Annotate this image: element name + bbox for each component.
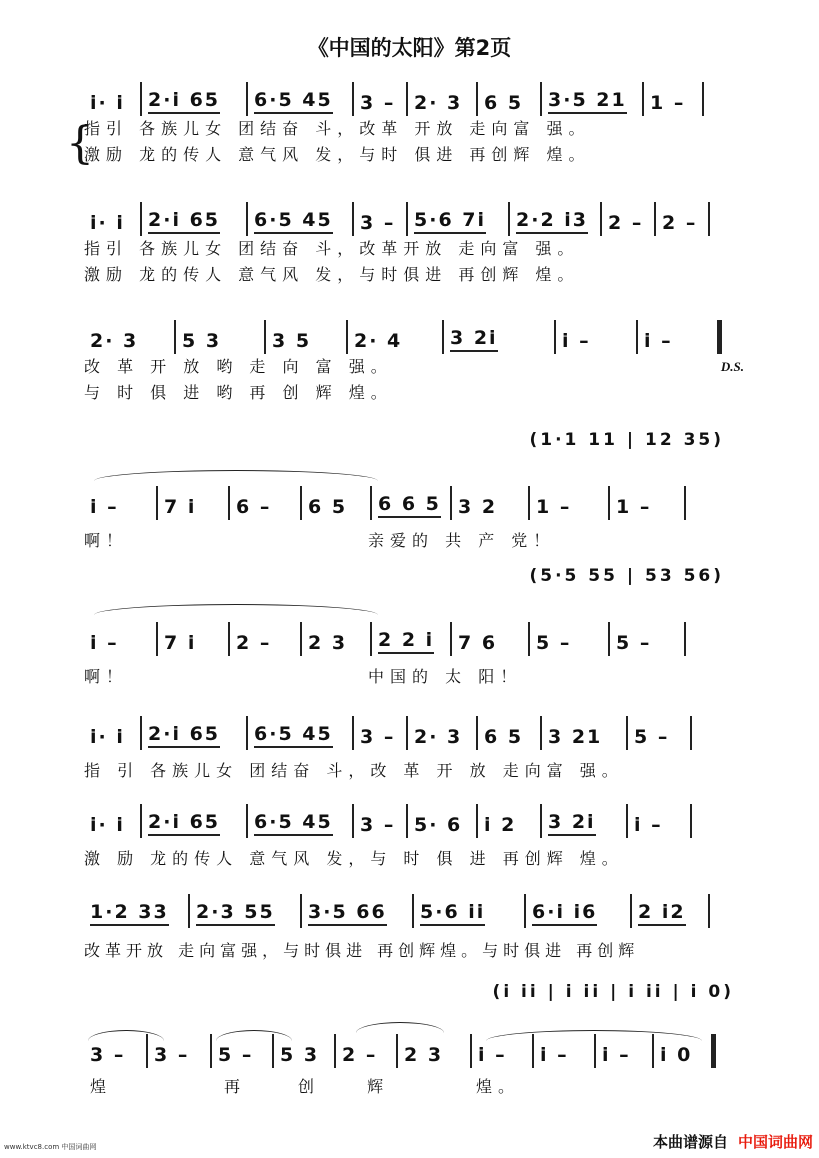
measure — [176, 316, 264, 354]
notes-row — [84, 800, 744, 838]
notes: 6 – — [236, 496, 272, 518]
notes-row — [84, 618, 744, 656]
measure — [158, 482, 228, 520]
measure — [266, 316, 346, 354]
footer-source — [653, 1131, 813, 1152]
measure — [302, 618, 370, 656]
notes-row — [84, 316, 744, 354]
measure — [248, 198, 352, 236]
measure — [230, 482, 300, 520]
lyric-line: 改革开放 走向富强，与时俱进 再创辉煌。与时俱进 再创辉 — [84, 941, 640, 960]
notes: i 0 — [660, 1044, 693, 1066]
notes: i – — [602, 1044, 631, 1066]
notes: 2 i2 — [638, 901, 686, 926]
lyric-line: 再 — [224, 1077, 247, 1096]
measure — [354, 800, 406, 838]
notes: 6 5 — [484, 726, 524, 748]
measure — [84, 890, 188, 928]
notes: 2 2 i — [378, 629, 434, 654]
notes: 3 – — [90, 1044, 126, 1066]
measure — [248, 712, 352, 750]
notes: 1·2 33 — [90, 901, 169, 926]
barline — [708, 894, 710, 928]
score-system-8 — [84, 890, 744, 964]
lyric-line: 指引 各族儿女 团结奋 斗，改革开放 走向富 强。 — [84, 239, 580, 258]
barline — [708, 202, 710, 236]
score-system-7 — [84, 800, 744, 872]
measure — [142, 712, 246, 750]
repeat-barline — [717, 320, 722, 354]
notes: i· i — [90, 814, 125, 836]
notes: 5 – — [536, 632, 572, 654]
notes-row — [84, 78, 744, 116]
notes: i – — [90, 496, 119, 518]
dal-segno-mark: D.S. — [720, 359, 744, 374]
notes: 2 3 — [404, 1044, 444, 1066]
measure — [408, 198, 508, 236]
measure — [372, 618, 450, 656]
notes: 2·3 55 — [196, 901, 275, 926]
notes: 3 21 — [548, 726, 603, 748]
measure — [644, 78, 702, 116]
notes-row — [84, 712, 744, 750]
notes: i – — [478, 1044, 507, 1066]
measure — [354, 198, 406, 236]
measure — [530, 618, 608, 656]
notes: 5 3 — [182, 330, 222, 352]
measure — [610, 482, 684, 520]
lyric-line: 中国的 太 阳！ — [368, 667, 523, 686]
score-system-3 — [84, 316, 744, 406]
measure — [142, 800, 246, 838]
measure — [248, 800, 352, 838]
measure — [142, 78, 246, 116]
notes: 2·i 65 — [148, 209, 220, 234]
measure — [84, 800, 140, 838]
measure — [628, 800, 690, 838]
lyric-line: 啊！ — [84, 667, 129, 686]
notes: i – — [634, 814, 663, 836]
lyric-line: 煌 — [90, 1077, 113, 1096]
notes: 7 6 — [458, 632, 498, 654]
instrumental-prelude: (i ii | i ii | i ii | i 0) — [492, 982, 734, 1002]
measure — [510, 198, 600, 236]
notes: 5 3 — [280, 1044, 320, 1066]
measure — [84, 78, 140, 116]
measure — [452, 618, 528, 656]
notes: 3 – — [360, 726, 396, 748]
measure — [302, 890, 412, 928]
lyric-line: 激 励 龙的传人 意气风 发，与 时 俱 进 再创辉 煌。 — [84, 849, 624, 868]
measure — [230, 618, 300, 656]
measure — [556, 316, 636, 354]
measure — [478, 800, 540, 838]
lyric-line: 指 引 各族儿女 团结奋 斗，改 革 开 放 走向富 强。 — [84, 761, 624, 780]
notes: 2·i 65 — [148, 811, 220, 836]
notes: 5 – — [634, 726, 670, 748]
notes: i· i — [90, 212, 125, 234]
notes: 6·5 45 — [254, 89, 333, 114]
measure — [84, 482, 156, 520]
notes: i – — [562, 330, 591, 352]
notes: 7 i — [164, 632, 197, 654]
measure — [354, 712, 406, 750]
notes: 3 – — [154, 1044, 190, 1066]
notes: 2·i 65 — [148, 723, 220, 748]
page-title: 《中国的太阳》第2页 — [307, 36, 512, 60]
notes: 2· 4 — [354, 330, 403, 352]
notes: 6·5 45 — [254, 723, 333, 748]
final-barline — [711, 1034, 716, 1068]
measure — [84, 316, 174, 354]
measure — [444, 316, 554, 354]
measure — [408, 800, 476, 838]
notes: 6·5 45 — [254, 811, 333, 836]
notes: 2 – — [342, 1044, 378, 1066]
measure — [84, 618, 156, 656]
notes: 3 – — [360, 92, 396, 114]
source-label: 本曲谱源自 — [652, 1133, 728, 1151]
score-system-5 — [84, 566, 744, 690]
notes: 1 – — [616, 496, 652, 518]
notes: 6 5 — [308, 496, 348, 518]
measure — [354, 78, 406, 116]
notes: 2· 3 — [414, 92, 463, 114]
notes: 3 5 — [272, 330, 312, 352]
notes: 3 – — [360, 814, 396, 836]
lyric-line: 指引 各族儿女 团结奋 斗，改革 开放 走向富 强。 — [84, 119, 591, 138]
barline — [702, 82, 704, 116]
notes: 5·6 7i — [414, 209, 486, 234]
measure — [190, 890, 300, 928]
notes: 6 6 5 — [378, 493, 441, 518]
lyric-line: 煌。 — [476, 1077, 521, 1096]
barline — [684, 486, 686, 520]
notes: 7 i — [164, 496, 197, 518]
lyric-line: 啊！ — [84, 531, 129, 550]
notes: 5 – — [616, 632, 652, 654]
lyric-line: 激励 龙的传人 意气风 发，与时 俱进 再创辉 煌。 — [84, 145, 591, 164]
measure — [452, 482, 528, 520]
notes: i· i — [90, 92, 125, 114]
notes: 3 2 — [458, 496, 498, 518]
measure — [408, 78, 476, 116]
measure — [302, 482, 370, 520]
barline — [684, 622, 686, 656]
notes: 2·2 i3 — [516, 209, 588, 234]
score-system-9 — [84, 982, 744, 1104]
measure — [84, 198, 140, 236]
measure — [526, 890, 630, 928]
brand-link[interactable]: 中国词曲网 — [737, 1133, 813, 1151]
notes: 2·i 65 — [148, 89, 220, 114]
footer-watermark: www.ktvc8.com 中国词曲网 — [4, 1143, 97, 1151]
measure — [408, 712, 476, 750]
measure — [638, 316, 714, 354]
measure — [84, 712, 140, 750]
notes: 2· 3 — [90, 330, 139, 352]
measure — [414, 890, 524, 928]
notes: i – — [540, 1044, 569, 1066]
brace-icon: { — [66, 118, 94, 169]
notes: 2 – — [236, 632, 272, 654]
measure — [478, 78, 540, 116]
notes: i· i — [90, 726, 125, 748]
measure — [398, 1030, 470, 1068]
measure — [602, 198, 654, 236]
measure — [542, 712, 626, 750]
lyric-line: 改 革 开 放 哟 走 向 富 强。 — [84, 357, 393, 376]
notes: 3 – — [360, 212, 396, 234]
score-system-4 — [84, 430, 744, 554]
notes: 5 – — [218, 1044, 254, 1066]
measure — [610, 618, 684, 656]
measure — [628, 712, 690, 750]
notes: 6·i i6 — [532, 901, 597, 926]
score-system-2 — [84, 198, 744, 288]
measure — [478, 712, 540, 750]
notes: 3 2i — [548, 811, 596, 836]
notes: i 2 — [484, 814, 517, 836]
lyric-line: 亲爱的 共 产 党！ — [368, 531, 556, 550]
notes: 5·6 ii — [420, 901, 485, 926]
notes: 3 2i — [450, 327, 498, 352]
measure — [248, 78, 352, 116]
instrumental-prelude: (1·1 11 | 12 35) — [529, 430, 724, 450]
measure — [632, 890, 708, 928]
lyric-line: 创 辉 — [298, 1077, 408, 1096]
notes: 5· 6 — [414, 814, 463, 836]
notes-row — [84, 198, 744, 236]
score-system-6 — [84, 712, 744, 784]
measure — [372, 482, 450, 520]
measure — [348, 316, 442, 354]
notes: 2 – — [662, 212, 698, 234]
barline — [690, 716, 692, 750]
measure — [656, 198, 708, 236]
notes: i – — [644, 330, 673, 352]
instrumental-prelude: (5·5 55 | 53 56) — [529, 566, 724, 586]
measure — [542, 800, 626, 838]
measure — [142, 198, 246, 236]
barline — [690, 804, 692, 838]
notes-row — [84, 482, 744, 520]
notes: 1 – — [650, 92, 686, 114]
measure — [158, 618, 228, 656]
measure — [530, 482, 608, 520]
measure — [336, 1030, 396, 1068]
notes: 2· 3 — [414, 726, 463, 748]
notes: 1 – — [536, 496, 572, 518]
notes: 3·5 21 — [548, 89, 627, 114]
notes: 2 3 — [308, 632, 348, 654]
lyric-line: 与 时 俱 进 哟 再 创 辉 煌。 — [84, 383, 393, 402]
notes: i – — [90, 632, 119, 654]
notes: 6·5 45 — [254, 209, 333, 234]
measure — [542, 78, 642, 116]
notes: 3·5 66 — [308, 901, 387, 926]
score-system-1 — [84, 78, 744, 168]
notes: 6 5 — [484, 92, 524, 114]
lyric-line: 激励 龙的传人 意气风 发，与时俱进 再创辉 煌。 — [84, 265, 580, 284]
notes: 2 – — [608, 212, 644, 234]
notes-row — [84, 890, 744, 928]
